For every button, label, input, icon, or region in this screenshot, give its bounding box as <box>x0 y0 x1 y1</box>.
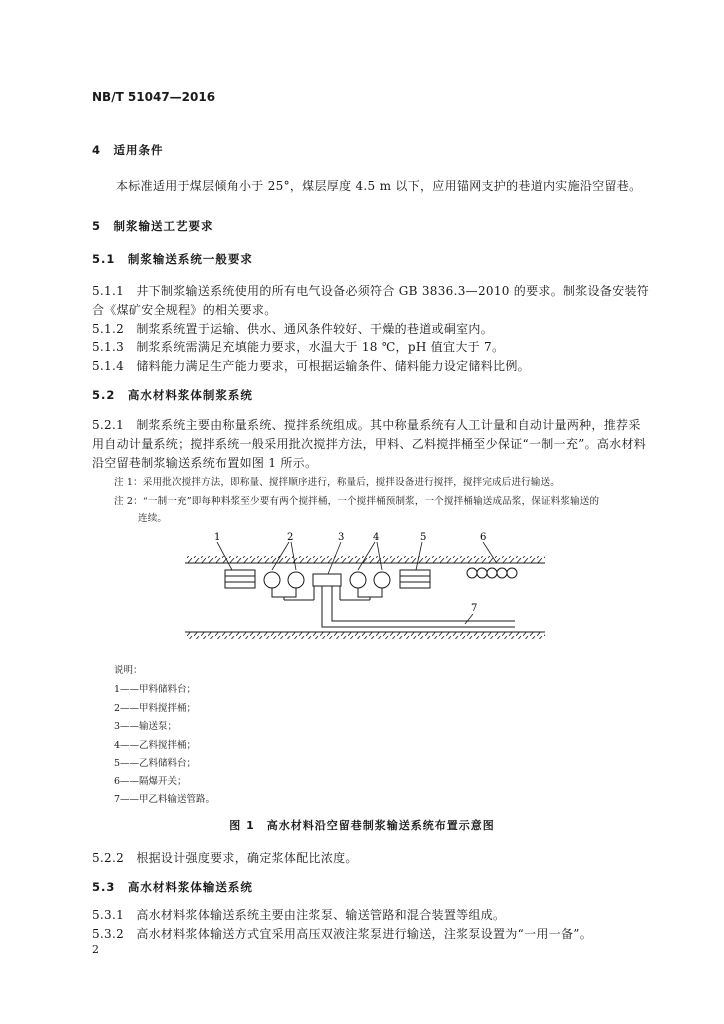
legend-item-3: 3——输送泵； <box>114 721 178 732</box>
legend-title: 说明： <box>114 665 143 676</box>
section-title: 适用条件 <box>113 143 164 157</box>
component-3-pump <box>313 574 341 586</box>
component-1-storage-a <box>225 570 255 588</box>
legend-item-1: 1——甲料储料台； <box>114 684 197 695</box>
connecting-pipes <box>272 586 382 600</box>
page-number: 2 <box>92 943 99 956</box>
section-5-3-heading <box>92 879 253 895</box>
paragraph-5-2-1-line-2: 用自动计量系统；搅拌系统一般采用批次搅拌方法，甲料、乙料搅拌桶至少保证“一制一充”。高水材料 <box>92 437 647 451</box>
legend-item-4: 4——乙料搅拌桶； <box>114 740 197 751</box>
figure-label-7: 7 <box>471 603 478 614</box>
figure-label-3: 3 <box>338 532 345 543</box>
paragraph-5-1-3: 5.1.3 制浆系统需满足充填能力要求，水温大于 18 ℃，pH 值宜大于 7。 <box>92 340 505 354</box>
figure-label-5: 5 <box>420 532 427 543</box>
section-title: 高水材料浆体输送系统 <box>127 880 253 894</box>
paragraph-5-1-1-line-2: 合《煤矿安全规程》的相关要求。 <box>92 303 277 317</box>
figure-label-6: 6 <box>480 532 487 543</box>
section-title: 制浆输送工艺要求 <box>113 219 214 233</box>
component-4-mixer-b <box>350 572 390 588</box>
paragraph-4: 本标准适用于煤层倾角小于 25°，煤层厚度 4.5 m 以下，应用锚网支护的巷道内实施沿空留巷。 <box>116 179 642 193</box>
component-7-delivery-pipeline <box>322 586 515 627</box>
paragraph-5-1-4: 5.1.4 储料能力满足生产能力要求，可根据运输条件、储料能力设定储料比例。 <box>92 359 530 373</box>
figure-1-caption: 图 1 高水材料沿空留巷制浆输送系统布置示意图 <box>229 819 495 832</box>
figure-1-diagram <box>180 528 550 650</box>
component-2-mixer-a <box>264 572 304 588</box>
section-5-1-heading <box>92 251 253 267</box>
section-number: 5.3 <box>92 880 116 894</box>
component-5-storage-b <box>400 570 430 588</box>
legend-item-5: 5——乙料储料台； <box>114 758 197 769</box>
floor-hatching <box>185 632 545 639</box>
figure-label-1: 1 <box>214 532 221 543</box>
paragraph-5-3-1: 5.3.1 高水材料浆体输送系统主要由注浆泵、输送管路和混合装置等组成。 <box>92 908 506 922</box>
legend-item-7: 7——甲乙料输送管路。 <box>114 794 216 805</box>
section-number: 5.2 <box>92 388 116 402</box>
section-number: 4 <box>92 143 102 157</box>
figure-label-4: 4 <box>373 532 380 543</box>
paragraph-5-3-2: 5.3.2 高水材料浆体输送方式宜采用高压双液注浆泵进行输送，注浆泵设置为“一用一备”。 <box>92 927 593 941</box>
legend-item-2: 2——甲料搅拌桶； <box>114 703 197 714</box>
section-number: 5 <box>92 219 102 233</box>
section-title: 高水材料浆体制浆系统 <box>127 388 253 402</box>
note-2-line-2: 连续。 <box>138 513 168 524</box>
note-2-line-1: 注 2：“一制一充”即每种料浆至少要有两个搅拌桶，一个搅拌桶预制浆，一个搅拌桶输送成品浆，保证料浆输送的 <box>114 496 600 507</box>
section-4-heading <box>92 142 164 158</box>
section-5-heading <box>92 218 214 234</box>
standard-number: NB/T 51047—2016 <box>92 90 216 104</box>
section-number: 5.1 <box>92 252 116 266</box>
paragraph-5-1-1-line-1: 5.1.1 井下制浆输送系统使用的所有电气设备必须符合 GB 3836.3—2010 的要求。制浆设备安装符 <box>92 284 650 298</box>
section-title: 制浆输送系统一般要求 <box>127 252 253 266</box>
paragraph-5-2-2: 5.2.2 根据设计强度要求，确定浆体配比浓度。 <box>92 851 358 865</box>
section-5-2-heading <box>92 387 253 403</box>
legend-item-6: 6——隔爆开关； <box>114 776 187 787</box>
paragraph-5-1-2: 5.1.2 制浆系统置于运输、供水、通风条件较好、干燥的巷道或硐室内。 <box>92 322 494 336</box>
figure-label-2: 2 <box>287 532 294 543</box>
roof-hatching <box>185 556 545 563</box>
paragraph-5-2-1-line-3: 沿空留巷制浆输送系统布置如图 1 所示。 <box>92 456 318 470</box>
paragraph-5-2-1-line-1: 5.2.1 制浆系统主要由称量系统、搅拌系统组成。其中称量系统有人工计量和自动计量两种，推荐采 <box>92 418 641 432</box>
note-1: 注 1：采用批次搅拌方法，即称量、搅拌顺序进行，称量后，搅拌设备进行搅拌，搅拌完成后进行输送。 <box>114 477 560 488</box>
component-6-explosion-proof-switch <box>467 568 517 578</box>
